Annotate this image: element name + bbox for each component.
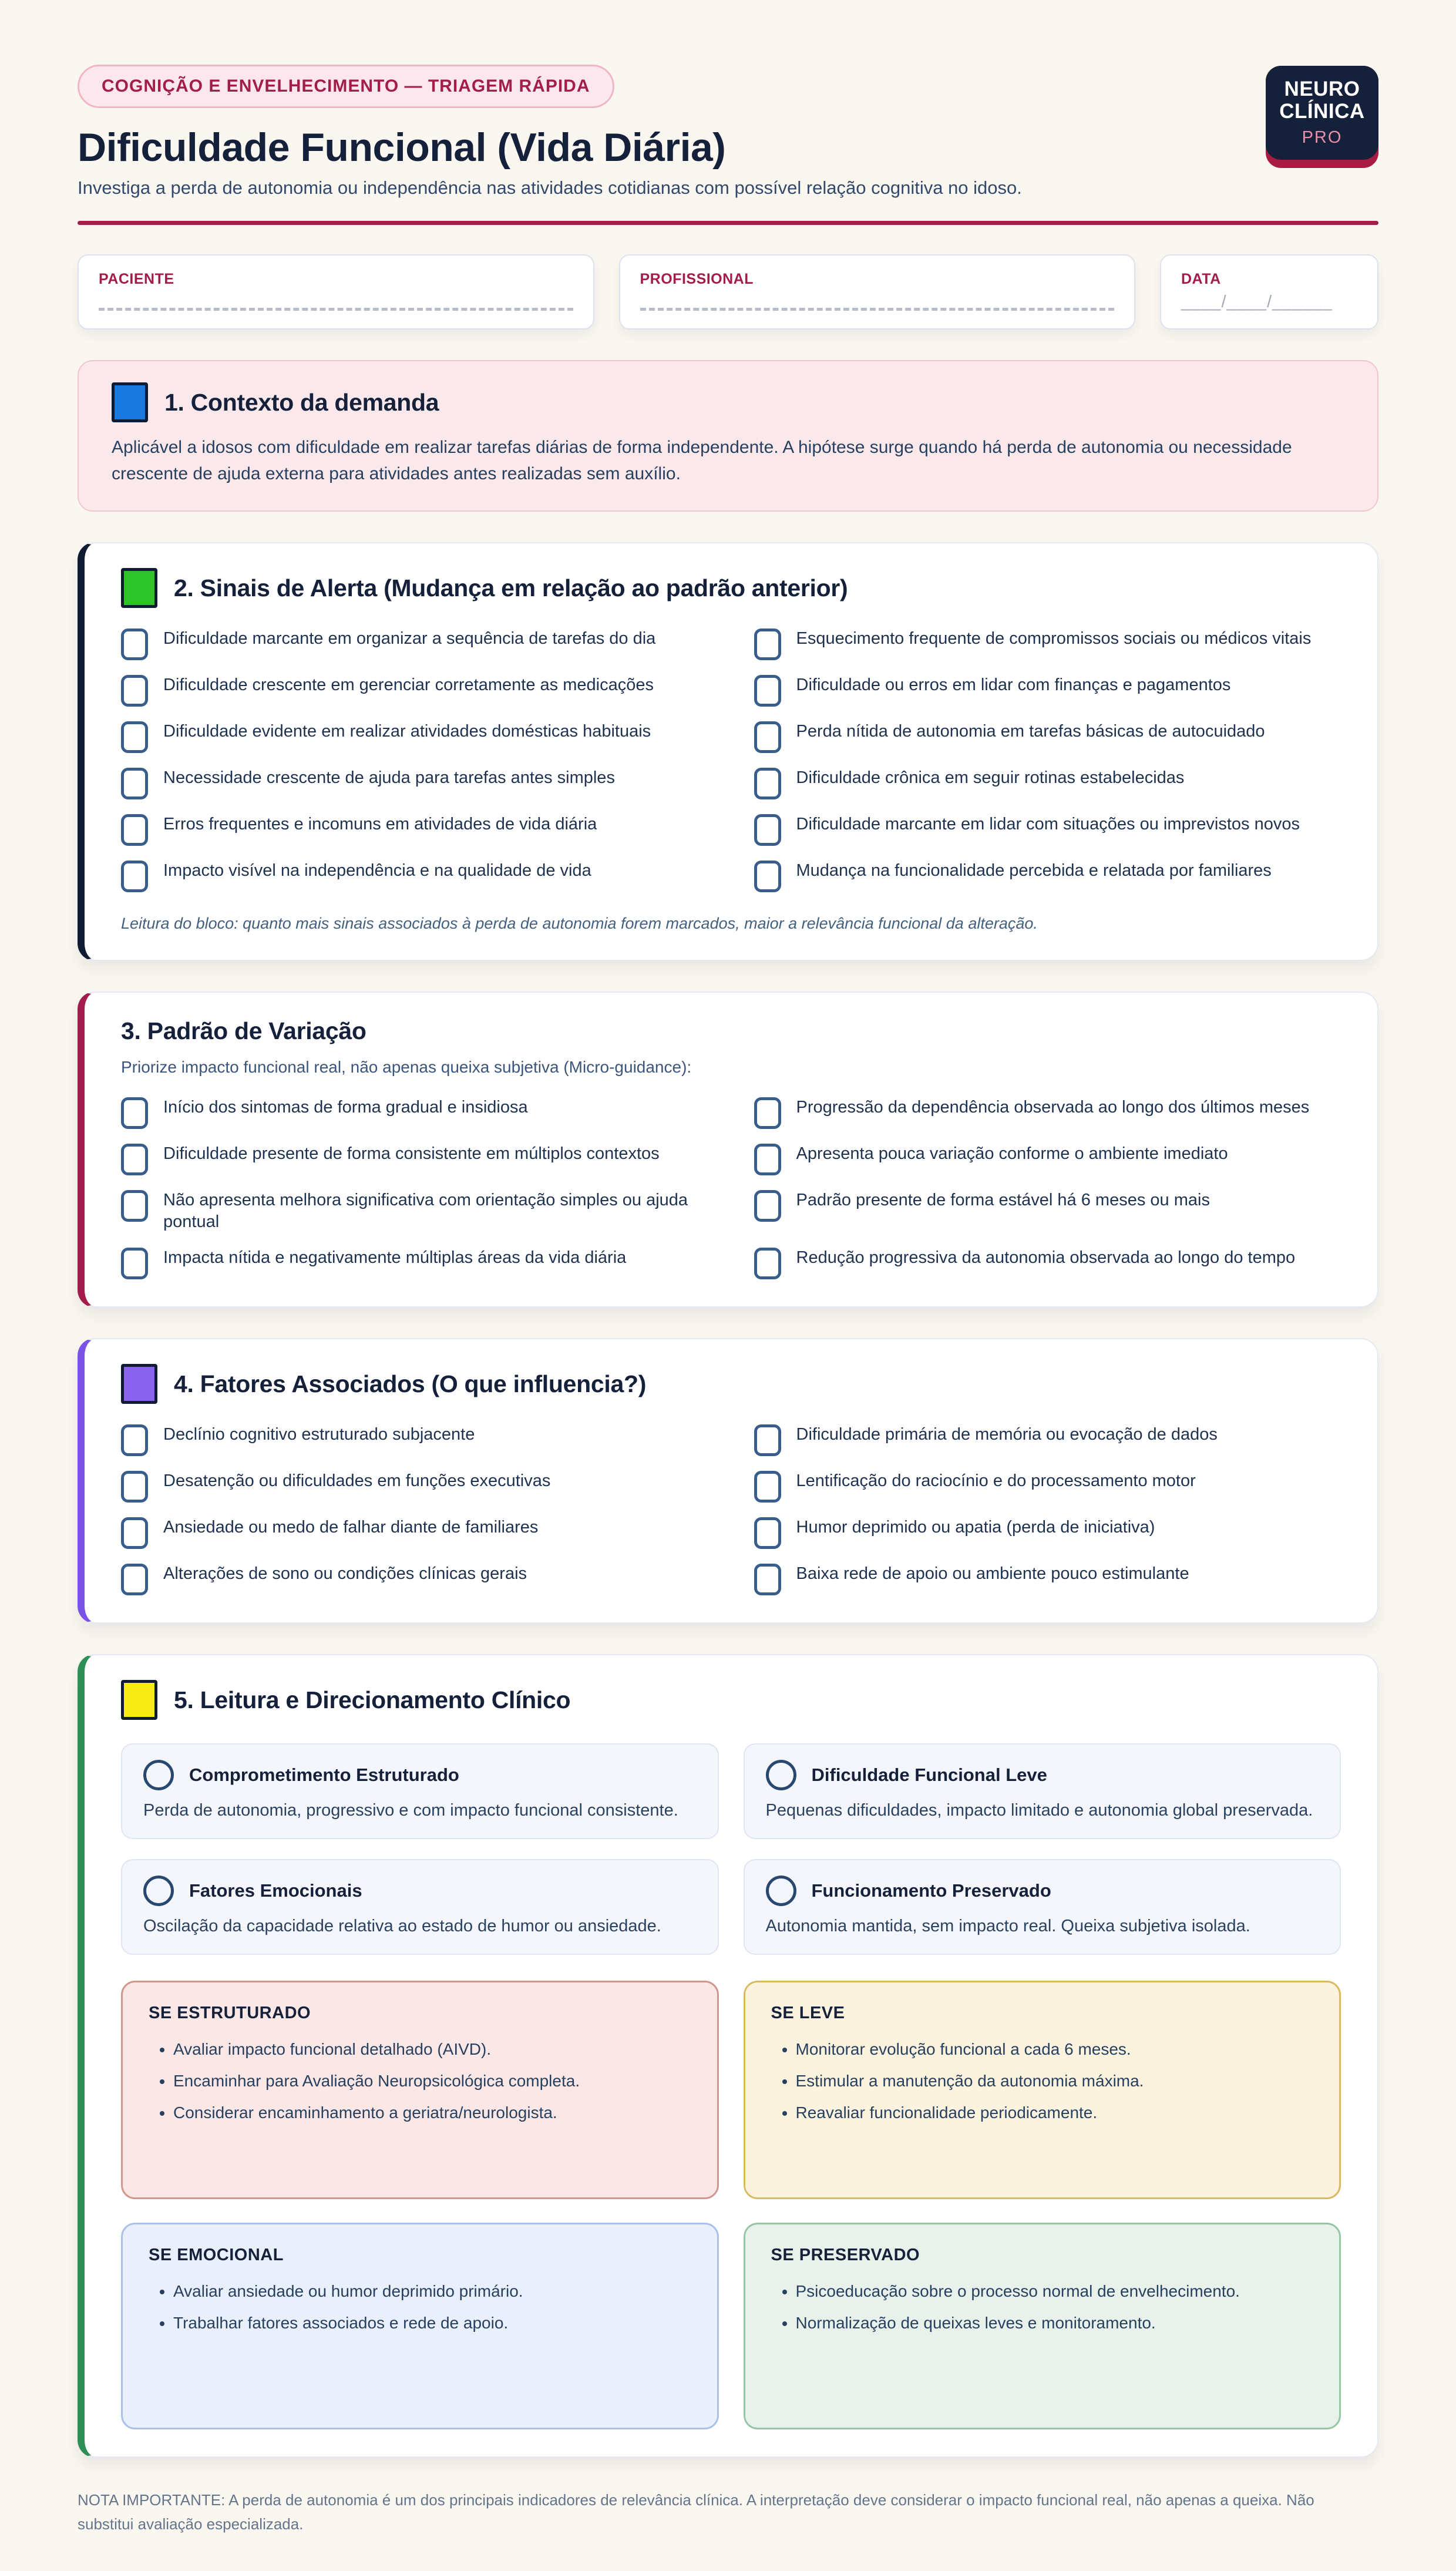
- patient-write-line: [99, 303, 573, 311]
- checkbox-label: Dificuldade marcante em lidar com situações ou imprevistos novos: [796, 815, 1300, 834]
- category-badge: COGNIÇÃO E ENVELHECIMENTO — TRIAGEM RÁPIDA: [78, 65, 614, 108]
- factors-checklist: [121, 1424, 1341, 1595]
- checkbox-label: Progressão da dependência observada ao longo dos últimos meses: [796, 1098, 1310, 1117]
- section-variation: [78, 992, 1378, 1308]
- action-title: SE PRESERVADO: [771, 2246, 920, 2265]
- checkbox[interactable]: [754, 721, 781, 753]
- page-title: Dificuldade Funcional (Vida Diária): [78, 125, 726, 170]
- context-title: 1. Contexto da demanda: [164, 388, 439, 416]
- checklist-item: [121, 1424, 708, 1456]
- clinic-logo: [1266, 66, 1378, 168]
- checklist-item: [754, 1563, 1341, 1595]
- checklist-item: [121, 674, 708, 707]
- header-divider: [78, 221, 1378, 225]
- checkbox[interactable]: [121, 1564, 148, 1595]
- checklist-item: [754, 1143, 1341, 1175]
- reading-actions: [121, 1981, 1341, 2429]
- checkbox-label: Redução progressiva da autonomia observada ao longo do tempo: [796, 1248, 1296, 1268]
- checkbox[interactable]: [121, 1471, 148, 1503]
- checkbox[interactable]: [754, 1190, 781, 1222]
- option-description: Autonomia mantida, sem impacto real. Queixa subjetiva isolada.: [765, 1917, 1250, 1936]
- checklist-item: [121, 814, 708, 846]
- context-header: [112, 382, 1344, 422]
- checkbox-label: Ansiedade ou medo de falhar diante de familiares: [163, 1518, 539, 1537]
- action-title: SE LEVE: [771, 2004, 845, 2023]
- checklist-item: [121, 628, 708, 660]
- option-description: Oscilação da capacidade relativa ao estado de humor ou ansiedade.: [143, 1917, 661, 1936]
- alerts-checklist: [121, 628, 1341, 892]
- patient-label: PACIENTE: [99, 271, 174, 287]
- checkbox[interactable]: [754, 861, 781, 892]
- checklist-item: [754, 1517, 1341, 1549]
- purple-square-icon: [121, 1364, 157, 1404]
- action-bullet: • Estimular a manutenção da autonomia máxima.: [796, 2070, 1314, 2092]
- checklist-item: [754, 767, 1341, 799]
- checkbox-label: Mudança na funcionalidade percebida e relatada por familiares: [796, 861, 1272, 880]
- variation-subtitle: Priorize impacto funcional real, não apenas queixa subjetiva (Micro-guidance):: [121, 1058, 692, 1076]
- checklist-item: [754, 674, 1341, 707]
- checklist-item: [121, 860, 708, 892]
- checkbox[interactable]: [121, 1517, 148, 1549]
- checkbox[interactable]: [754, 1424, 781, 1456]
- professional-label: PROFISSIONAL: [640, 271, 754, 287]
- checklist-item: [121, 1143, 708, 1175]
- action-bullet-list: [149, 2280, 691, 2334]
- checkbox[interactable]: [121, 629, 148, 660]
- checklist-item: [121, 1247, 708, 1279]
- checkbox[interactable]: [754, 1144, 781, 1175]
- checklist-item: [754, 1470, 1341, 1503]
- action-bullet: • Trabalhar fatores associados e rede de apoio.: [173, 2312, 691, 2334]
- checklist-item: [121, 1470, 708, 1503]
- page-subtitle: Investiga a perda de autonomia ou independência nas atividades cotidianas com possível relação cognitiva no idoso.: [78, 177, 1022, 198]
- checkbox-label: Dificuldade marcante em organizar a sequência de tarefas do dia: [163, 629, 656, 648]
- checkbox-label: Dificuldade crônica em seguir rotinas estabelecidas: [796, 768, 1185, 787]
- checklist-item: [754, 1189, 1341, 1233]
- reading-options: [121, 1743, 1341, 1955]
- checkbox[interactable]: [121, 1190, 148, 1222]
- checkbox[interactable]: [754, 814, 781, 846]
- checklist-item: [121, 721, 708, 753]
- checkbox[interactable]: [121, 675, 148, 707]
- variation-header: [121, 1017, 1341, 1045]
- option-title: Funcionamento Preservado: [811, 1880, 1051, 1901]
- alerts-reading-note: Leitura do bloco: quanto mais sinais associados à perda de autonomia forem marcados, maior a relevância funcional da alteração.: [121, 915, 1038, 932]
- action-bullet: • Reavaliar funcionalidade periodicamente.: [796, 2102, 1314, 2124]
- checkbox[interactable]: [121, 1424, 148, 1456]
- context-body: Aplicável a idosos com dificuldade em realizar tarefas diárias de forma independente. A hipótese surge quando há perda de autonomia ou necessidade crescente de ajuda externa para atividades antes realizadas sem auxílio.: [112, 438, 1292, 483]
- date-mask: ____/____/______: [1181, 293, 1333, 311]
- action-box-se-leve: [744, 1981, 1341, 2199]
- yellow-square-icon: [121, 1680, 157, 1720]
- checkbox-label: Esquecimento frequente de compromissos sociais ou médicos vitais: [796, 629, 1312, 648]
- checkbox-label: Impacta nítida e negativamente múltiplas áreas da vida diária: [163, 1248, 627, 1268]
- checkbox[interactable]: [754, 768, 781, 799]
- checklist-item: [754, 1097, 1341, 1129]
- checklist-item: [121, 767, 708, 799]
- checkbox-label: Alterações de sono ou condições clínicas gerais: [163, 1564, 527, 1584]
- option-description: Pequenas dificuldades, impacto limitado e autonomia global preservada.: [765, 1801, 1313, 1820]
- identification-row: [78, 254, 1378, 330]
- section-context: [78, 360, 1378, 512]
- logo-name-line1: NEURO: [1284, 78, 1360, 101]
- checkbox-label: Necessidade crescente de ajuda para tarefas antes simples: [163, 768, 615, 787]
- radio-button[interactable]: [766, 1876, 796, 1906]
- checkbox[interactable]: [121, 861, 148, 892]
- radio-button[interactable]: [766, 1760, 796, 1790]
- variation-checklist: [121, 1097, 1341, 1279]
- checklist-item: [121, 1097, 708, 1129]
- action-bullet: • Normalização de queixas leves e monitoramento.: [796, 2312, 1314, 2334]
- checklist-item: [754, 1247, 1341, 1279]
- section-reading: [78, 1654, 1378, 2458]
- checkbox-label: Humor deprimido ou apatia (perda de iniciativa): [796, 1518, 1155, 1537]
- checkbox[interactable]: [754, 675, 781, 707]
- action-bullet-list: [771, 2280, 1314, 2334]
- action-box-se-emocional: [121, 2223, 719, 2429]
- checkbox-label: Impacto visível na independência e na qualidade de vida: [163, 861, 591, 880]
- checkbox-label: Desatenção ou dificuldades em funções executivas: [163, 1471, 551, 1491]
- action-bullet-list: [149, 2038, 691, 2123]
- checklist-item: [121, 1517, 708, 1549]
- action-bullet-list: [771, 2038, 1314, 2123]
- patient-field[interactable]: [78, 254, 594, 330]
- logo-pro-tag: PRO: [1302, 127, 1343, 147]
- checkbox[interactable]: [121, 768, 148, 799]
- action-box-se-preservado: [744, 2223, 1341, 2429]
- action-bullet: • Considerar encaminhamento a geriatra/neurologista.: [173, 2102, 691, 2124]
- checklist-item: [754, 860, 1341, 892]
- action-bullet: • Psicoeducação sobre o processo normal de envelhecimento.: [796, 2280, 1314, 2303]
- checkbox[interactable]: [754, 1517, 781, 1549]
- option-title: Dificuldade Funcional Leve: [811, 1765, 1047, 1786]
- section-alerts: [78, 542, 1378, 961]
- checklist-item: [121, 1563, 708, 1595]
- action-bullet: • Avaliar impacto funcional detalhado (AIVD).: [173, 2038, 691, 2061]
- checkbox[interactable]: [754, 1564, 781, 1595]
- option-fatores-emocionais: [121, 1859, 719, 1955]
- checklist-item: [754, 721, 1341, 753]
- checklist-item: [754, 814, 1341, 846]
- professional-write-line: [640, 303, 1115, 311]
- checkbox-label: Dificuldade presente de forma consistente em múltiplos contextos: [163, 1144, 660, 1163]
- action-bullet: • Monitorar evolução funcional a cada 6 meses.: [796, 2038, 1314, 2061]
- checkbox-label: Lentificação do raciocínio e do processamento motor: [796, 1471, 1196, 1491]
- checkbox-label: Dificuldade evidente em realizar atividades domésticas habituais: [163, 722, 651, 741]
- checkbox[interactable]: [754, 629, 781, 660]
- checklist-item: [754, 1424, 1341, 1456]
- section-factors: [78, 1338, 1378, 1624]
- date-label: DATA: [1181, 271, 1221, 287]
- action-bullet: • Encaminhar para Avaliação Neuropsicológica completa.: [173, 2070, 691, 2092]
- checklist-item: [121, 1189, 708, 1233]
- logo-name-line2: CLÍNICA: [1279, 99, 1365, 123]
- checkbox[interactable]: [121, 1144, 148, 1175]
- checkbox-label: Apresenta pouca variação conforme o ambiente imediato: [796, 1144, 1228, 1163]
- checkbox[interactable]: [121, 721, 148, 753]
- reading-title: 5. Leitura e Direcionamento Clínico: [174, 1686, 571, 1713]
- option-comprometimento-estruturado: [121, 1743, 719, 1839]
- checkbox[interactable]: [754, 1248, 781, 1279]
- radio-button[interactable]: [143, 1760, 174, 1790]
- checkbox-label: Padrão presente de forma estável há 6 meses ou mais: [796, 1191, 1210, 1209]
- green-square-icon: [121, 568, 157, 608]
- checkbox-label: Dificuldade ou erros em lidar com finanças e pagamentos: [796, 675, 1231, 694]
- option-title: Fatores Emocionais: [189, 1880, 362, 1901]
- option-title: Comprometimento Estruturado: [189, 1765, 459, 1786]
- checkbox-label: Baixa rede de apoio ou ambiente pouco estimulante: [796, 1564, 1189, 1584]
- clinic-logo-inner: [1266, 66, 1378, 160]
- checklist-item: [754, 628, 1341, 660]
- checkbox[interactable]: [121, 1097, 148, 1129]
- footer-note: NOTA IMPORTANTE: A perda de autonomia é um dos principais indicadores de relevância clínica. A interpretação deve considerar o impacto funcional real, não apenas a queixa. Não substitui avaliação especializada.: [78, 2491, 1314, 2533]
- action-bullet: • Avaliar ansiedade ou humor deprimido primário.: [173, 2280, 691, 2303]
- alerts-header: [121, 568, 1341, 608]
- checkbox[interactable]: [121, 814, 148, 846]
- action-title: SE ESTRUTURADO: [149, 2004, 311, 2023]
- alerts-title: 2. Sinais de Alerta (Mudança em relação ao padrão anterior): [174, 574, 848, 601]
- checkbox-label: Dificuldade primária de memória ou evocação de dados: [796, 1425, 1218, 1444]
- checkbox[interactable]: [121, 1248, 148, 1279]
- checkbox-label: Declínio cognitivo estruturado subjacente: [163, 1425, 475, 1444]
- action-title: SE EMOCIONAL: [149, 2246, 284, 2265]
- blue-square-icon: [112, 382, 148, 422]
- factors-title: 4. Fatores Associados (O que influencia?): [174, 1370, 647, 1397]
- factors-header: [121, 1364, 1341, 1404]
- checkbox-label: Não apresenta melhora significativa com orientação simples ou ajuda pontual: [163, 1191, 688, 1232]
- professional-field[interactable]: [619, 254, 1136, 330]
- checkbox[interactable]: [754, 1097, 781, 1129]
- reading-header: [121, 1680, 1341, 1720]
- radio-button[interactable]: [143, 1876, 174, 1906]
- checkbox-label: Início dos sintomas de forma gradual e insidiosa: [163, 1098, 528, 1117]
- checkbox[interactable]: [754, 1471, 781, 1503]
- action-box-se-estruturado: [121, 1981, 719, 2199]
- option-funcionamento-preservado: [744, 1859, 1341, 1955]
- checkbox-label: Perda nítida de autonomia em tarefas básicas de autocuidado: [796, 722, 1265, 741]
- checkbox-label: Erros frequentes e incomuns em atividades de vida diária: [163, 815, 597, 834]
- option-dificuldade-funcional-leve: [744, 1743, 1341, 1839]
- option-description: Perda de autonomia, progressivo e com impacto funcional consistente.: [143, 1801, 678, 1820]
- date-field[interactable]: [1160, 254, 1378, 330]
- variation-title: 3. Padrão de Variação: [121, 1017, 366, 1044]
- checkbox-label: Dificuldade crescente em gerenciar corretamente as medicações: [163, 675, 654, 694]
